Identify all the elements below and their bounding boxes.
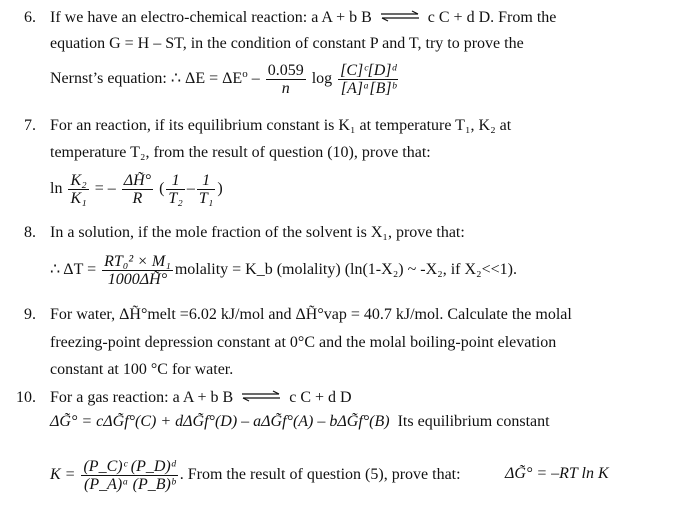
q8-den: 1000ΔH̃° (107, 271, 168, 288)
q10-line3 (50, 458, 461, 493)
q8-number: 8. (24, 224, 36, 241)
q7-inner-fraction-1 (166, 172, 184, 207)
q7-h-den: R (132, 190, 143, 207)
q8-fraction (102, 253, 173, 288)
q6-reaction-right: c C + d D (427, 9, 491, 26)
q7-inner-num2: 1 (197, 172, 215, 190)
equilibrium-arrow-icon (380, 9, 420, 27)
nernst-frac-den: [A]ᵃ[B]ᵇ (340, 80, 396, 97)
q10-line2-post: Its equilibrium constant (397, 413, 550, 430)
q7-inner-fraction-2 (197, 172, 215, 207)
q7-ln: ln (50, 180, 63, 198)
q6-line2: equation G = H – ST, in the condition of constant P and T, try to prove the (50, 35, 524, 52)
equilibrium-arrow-icon (241, 389, 281, 407)
nernst-log: log (311, 70, 333, 88)
q10-line3-post: . From the result of question (5), prove that: (179, 466, 461, 484)
q7-inner-minus: – (186, 180, 195, 198)
nernst-coef-den: n (281, 80, 290, 97)
q10-line2 (50, 413, 550, 431)
q7-k-num: K₂ (70, 172, 87, 189)
q9-line3: constant at 100 °C for water. (50, 361, 234, 378)
q7-equals: = – (94, 180, 116, 198)
nernst-concentration-fraction (338, 62, 398, 97)
q10-k-den: (P_A)ᵃ (P_B)ᵇ (84, 476, 176, 493)
nernst-sup: o (242, 67, 248, 80)
q7-equation: ln $\frac{\text{K₂}}{\text{K₁}}$ = – $\frac{\Delta H̃^\circ}{R}$ ( $\frac{1}{\text{T₂}}$ – $\frac{1}{\text{T₁}}$ ) (50, 172, 223, 207)
nernst-minus: – (251, 70, 260, 88)
q7-line2: temperature T₂, from the result of question (10), prove that: (50, 144, 431, 161)
q9-number: 9. (24, 306, 36, 323)
q10-free-energy-equation: ΔG̃° = cΔG̃f°(C) + dΔG̃f°(D) – aΔG̃f°(A) – bΔG̃f°(B) (50, 413, 390, 430)
q8-equation (50, 253, 517, 288)
q10-k-fraction (81, 458, 177, 493)
q8-num: RT₀² × M₁ (104, 253, 171, 270)
q7-h-num: ΔH̃° (123, 172, 152, 189)
q7-k-den: K₁ (70, 190, 87, 207)
nernst-equation (50, 62, 400, 97)
nernst-frac-num: [C]ᶜ[D]ᵈ (340, 62, 397, 79)
q10-line1 (50, 389, 352, 407)
nernst-coef-num: 0.059 (267, 62, 304, 79)
nernst-label: Nernst’s equation: ∴ ΔE = ΔE (50, 70, 243, 88)
nernst-coefficient (266, 62, 306, 97)
q10-k-lhs: K = (50, 466, 76, 484)
q9-line2: freezing-point depression constant at 0°C and the molal boiling-point elevation (50, 334, 557, 351)
q9-line1: For water, ΔH̃°melt =6.02 kJ/mol and ΔH̃°vap = 40.7 kJ/mol. Calculate the molal (50, 306, 572, 323)
q10-number: 10. (16, 389, 36, 406)
q7-line1: For an reaction, if its equilibrium constant is K₁ at temperature T₁, K₂ at (50, 117, 512, 134)
q8-lhs: ∴ ΔT = (50, 261, 97, 279)
q6-reaction-left: a A + b B (311, 9, 372, 26)
q7-k-fraction (68, 172, 88, 207)
q6-number: 6. (24, 9, 36, 26)
q7-inner-num1: 1 (166, 172, 184, 190)
q10-reaction-right: c C + d D (289, 389, 352, 406)
q7-inner-den2: T₁ (198, 190, 214, 207)
q7-h-fraction (122, 172, 153, 207)
q6-line1-pre: If we have an electro-chemical reaction: (50, 9, 308, 26)
q6-line1-post: . From the (490, 9, 557, 26)
q10-k-num: (P_C)ᶜ (P_D)ᵈ (83, 458, 176, 475)
q7-number: 7. (24, 117, 36, 134)
q8-line1: In a solution, if the mole fraction of the solvent is X₁, prove that: (50, 224, 465, 241)
q8-rhs: molality = K_b (molality) (ln(1-X₂) ~ -X₂, if X₂<<1). (174, 261, 517, 279)
q7-inner-den1: T₂ (168, 190, 183, 207)
q10-line1-pre: For a gas reaction: (50, 389, 169, 406)
q10-final-equation: ΔG̃° = –RT ln K (505, 465, 609, 482)
q6-line1 (50, 9, 556, 27)
q10-reaction-left: a A + b B (172, 389, 234, 406)
